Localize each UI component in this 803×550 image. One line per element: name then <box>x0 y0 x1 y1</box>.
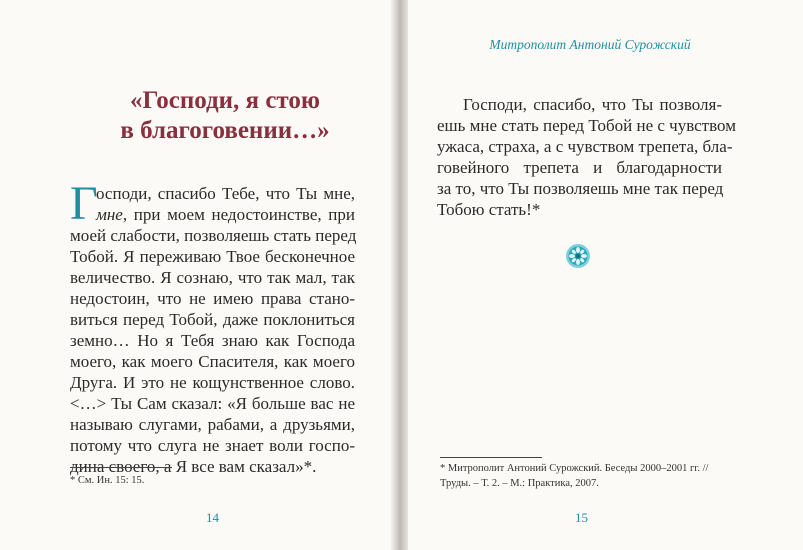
body-line: осподи, спасибо Тебе, что Ты мне, <box>96 184 355 203</box>
body-line: недостоин, что не имею права стано- <box>70 289 355 308</box>
body-line: <…> Ты Сам сказал: «Я больше вас не <box>70 394 355 413</box>
body-line: моей слабости, позволяешь стать перед <box>70 226 357 245</box>
body-line-rest: , при моем недостоинстве, при <box>122 205 355 224</box>
body-line: величество. Я сознаю, что так мал, так <box>70 268 355 287</box>
body-line: Друга. И это не кощунственное слово. <box>70 373 355 392</box>
body-line: земно… Но я Тебя знаю как Господа <box>70 331 355 350</box>
chapter-title-line: «Господи, я стою <box>130 87 320 114</box>
body-line: ужаса, страха, а с чувством трепета, бла- <box>437 137 733 156</box>
body-line: моего, как моего Спасителя, как моего <box>70 352 355 371</box>
chapter-title-line: в благоговении…» <box>120 117 330 144</box>
body-line: за то, что Ты позволяешь мне так перед <box>437 179 724 198</box>
body-line: дина своего, а Я все вам сказал»*. <box>70 457 317 476</box>
body-line: называю слугами, рабами, а друзьями, <box>70 415 355 434</box>
footnote-divider <box>440 457 542 458</box>
left-body-text <box>70 177 357 477</box>
chapter-title <box>80 86 370 146</box>
footnote-divider <box>70 467 172 468</box>
page-number: 14 <box>206 510 219 525</box>
footnote <box>440 461 740 491</box>
footnote-line: Труды. – Т. 2. – М.: Практика, 2007. <box>440 478 599 489</box>
drop-cap: Г <box>70 177 98 230</box>
emphasis-word: мне <box>96 205 123 224</box>
body-line: Тобою стать!* <box>437 200 541 219</box>
page-number: 15 <box>575 510 588 525</box>
body-line: виться перед Тобой, даже поклониться <box>70 310 355 329</box>
teal-flower-ornament-icon <box>565 243 591 269</box>
body-line: потому что слуга не знает воли госпо- <box>70 436 355 455</box>
footnote: * См. Ин. 15: 15. <box>70 475 145 486</box>
right-body-text <box>437 94 736 220</box>
footnote-line: * Митрополит Антоний Сурожский. Беседы 2000–2001 гг. // <box>440 463 709 474</box>
body-line: Тобой. Я переживаю Твое бесконечное <box>70 247 355 266</box>
running-head: Митрополит Антоний Сурожский <box>489 37 691 52</box>
body-line: Господи, спасибо, что Ты позволя- <box>463 95 722 114</box>
body-line: говейного трепета и благодарности <box>437 158 722 177</box>
body-line: ешь мне стать перед Тобой не с чувством <box>437 116 736 135</box>
book-gutter <box>390 0 408 550</box>
body-line <box>70 204 355 225</box>
